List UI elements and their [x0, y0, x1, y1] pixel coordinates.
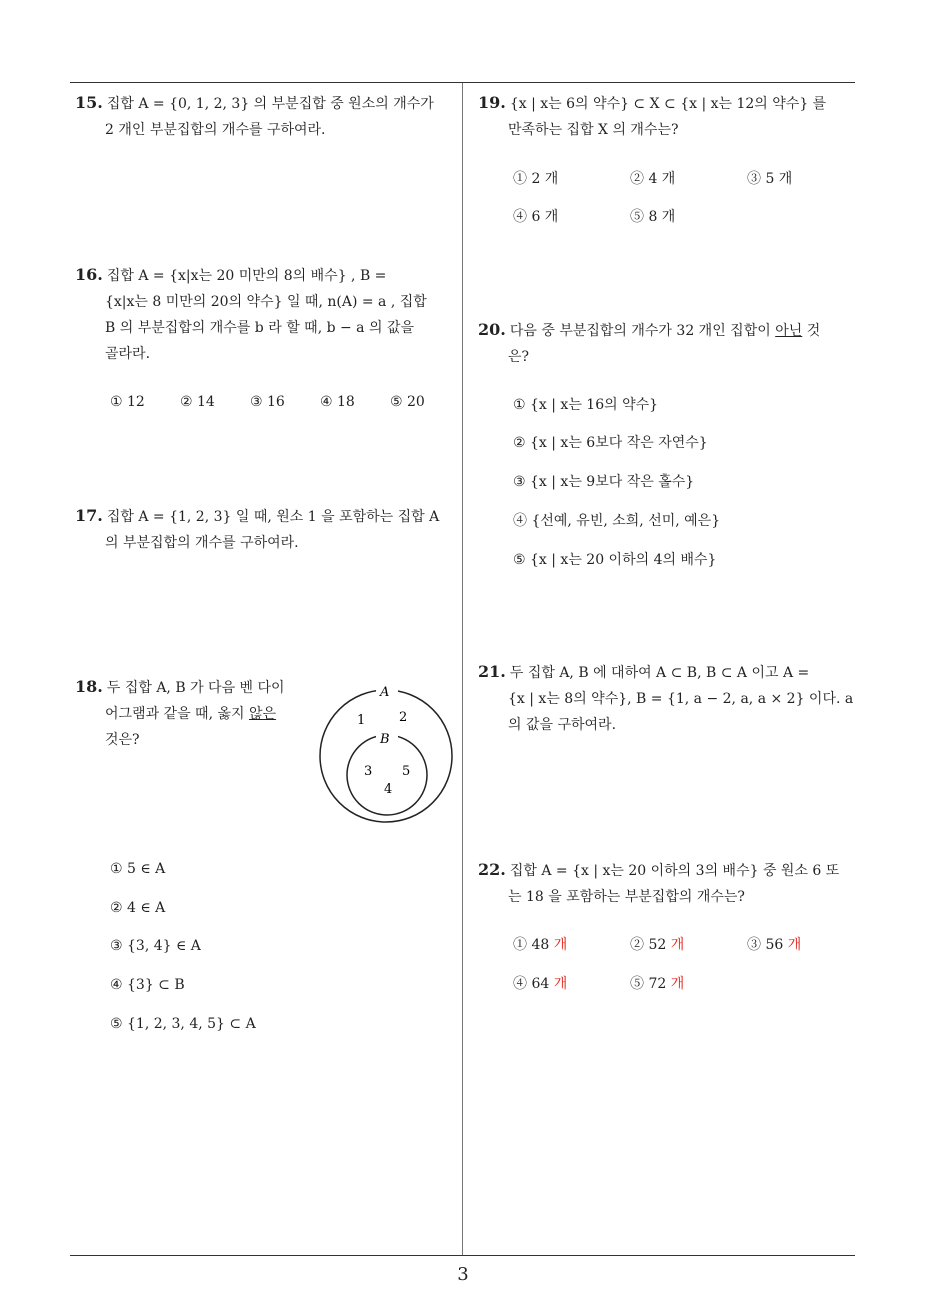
- question-text: B 의 부분집합의 개수를 b 라 할 때, b − a 의 값을: [105, 320, 415, 336]
- choice-1[interactable]: ① {x | x는 16의 약수}: [513, 397, 659, 413]
- unit-label: 개: [553, 937, 568, 953]
- question-text: 집합 A = {x|x는 20 미만의 8의 배수} , B =: [106, 268, 387, 284]
- venn-element: 5: [402, 764, 411, 779]
- choice-5[interactable]: ⑤ {1, 2, 3, 4, 5} ⊂ A: [110, 1016, 256, 1032]
- choice-5[interactable]: [630, 974, 684, 994]
- choice-value: ④ 64: [513, 976, 550, 992]
- choice-1[interactable]: [513, 935, 567, 955]
- question-text: 두 집합 A, B 에 대하여 A ⊂ B, B ⊂ A 이고 A =: [509, 665, 810, 681]
- question-18: [75, 674, 315, 753]
- choice-1[interactable]: ① 2 개: [513, 171, 559, 187]
- question-number: 16.: [75, 265, 103, 284]
- venn-element: 3: [364, 764, 373, 779]
- choice-4[interactable]: ④ {3} ⊂ B: [110, 977, 185, 993]
- question-22: [478, 857, 863, 910]
- question-number: 19.: [478, 93, 506, 112]
- question-text: 집합 A = {0, 1, 2, 3} 의 부분집합 중 원소의 개수가: [106, 96, 434, 112]
- choice-value: ③ 56: [747, 937, 784, 953]
- question-text: 두 집합 A, B 가 다음 벤 다이: [106, 680, 285, 696]
- choice-2[interactable]: ② 14: [180, 394, 215, 410]
- question-number: 20.: [478, 320, 506, 339]
- choice-4[interactable]: ④ {선예, 유빈, 소희, 선미, 예은}: [513, 513, 721, 529]
- question-number: 21.: [478, 662, 506, 681]
- bottom-rule: [70, 1255, 855, 1256]
- choice-2[interactable]: ② {x | x는 6보다 작은 자연수}: [513, 435, 708, 451]
- choices-22-row1: [513, 935, 853, 955]
- choice-value: ① 48: [513, 937, 550, 953]
- question-number: 22.: [478, 860, 506, 879]
- choice-3[interactable]: ③ 5 개: [747, 171, 793, 187]
- question-text: 만족하는 집합 X 의 개수는?: [508, 122, 679, 138]
- question-text: 집합 A = {x | x는 20 이하의 3의 배수} 중 원소 6 또: [509, 863, 840, 879]
- question-text: 의 부분집합의 개수를 구하여라.: [105, 535, 299, 551]
- page-number: 3: [457, 1264, 469, 1285]
- question-19: [478, 90, 863, 143]
- choice-value: ⑤ 72: [630, 976, 667, 992]
- question-text: 것은?: [105, 732, 140, 748]
- underlined-word: 않은: [248, 706, 277, 722]
- choices-22-row2: [513, 974, 853, 994]
- column-divider: [462, 83, 463, 1255]
- question-text: {x|x는 8 미만의 20의 약수} 일 때, n(A) = a , 집합: [105, 294, 427, 310]
- question-21: [478, 659, 863, 738]
- choice-2[interactable]: [630, 935, 684, 955]
- choices-16: [110, 392, 460, 412]
- question-text: {x | x는 6의 약수} ⊂ X ⊂ {x | x는 12의 약수} 를: [509, 96, 827, 112]
- question-number: 15.: [75, 93, 103, 112]
- question-text: 은?: [508, 349, 530, 365]
- set-b-label: B: [380, 732, 390, 747]
- question-text: 집합 A = {1, 2, 3} 일 때, 원소 1 을 포함하는 집합 A: [106, 509, 440, 525]
- choice-2[interactable]: ② 4 ∈ A: [110, 900, 166, 916]
- question-text: {x | x는 8의 약수}, B = {1, a − 2, a, a × 2} 이다. a: [508, 691, 854, 707]
- venn-element: 1: [357, 713, 366, 728]
- underlined-word: 아닌: [775, 323, 803, 339]
- question-text: 것: [806, 323, 821, 339]
- choice-3[interactable]: ③ {3, 4} ∈ A: [110, 938, 201, 954]
- question-number: 18.: [75, 677, 103, 696]
- choice-3[interactable]: ③ 16: [250, 394, 285, 410]
- question-17: [75, 503, 460, 556]
- choice-3[interactable]: [747, 935, 801, 955]
- question-text: 는 18 을 포함하는 부분집합의 개수는?: [508, 889, 745, 905]
- venn-diagram: [318, 680, 458, 825]
- question-20: [478, 317, 863, 370]
- choice-5[interactable]: ⑤ 20: [390, 394, 425, 410]
- choices-19-row2: [513, 207, 853, 227]
- choice-4[interactable]: ④ 6 개: [513, 209, 559, 225]
- question-text: 골라라.: [105, 346, 151, 362]
- choice-2[interactable]: ② 4 개: [630, 171, 676, 187]
- choice-5[interactable]: ⑤ {x | x는 20 이하의 4의 배수}: [513, 552, 717, 568]
- unit-label: 개: [670, 937, 685, 953]
- choice-1[interactable]: ① 5 ∈ A: [110, 861, 166, 877]
- choice-1[interactable]: ① 12: [110, 394, 145, 410]
- choice-4[interactable]: ④ 18: [320, 394, 355, 410]
- choice-value: ② 52: [630, 937, 667, 953]
- question-text: 다음 중 부분집합의 개수가 32 개인 집합이: [509, 323, 771, 339]
- question-number: 17.: [75, 506, 103, 525]
- venn-element: 4: [384, 782, 393, 797]
- choices-19-row1: [513, 169, 853, 189]
- venn-element: 2: [399, 710, 408, 725]
- choice-5[interactable]: ⑤ 8 개: [630, 209, 676, 225]
- unit-label: 개: [553, 976, 568, 992]
- choice-3[interactable]: ③ {x | x는 9보다 작은 홀수}: [513, 474, 695, 490]
- unit-label: 개: [787, 937, 802, 953]
- choice-4[interactable]: [513, 974, 567, 994]
- question-15: [75, 90, 460, 143]
- question-text: 어그램과 같을 때, 옳지: [105, 706, 245, 722]
- question-text: 의 값을 구하여라.: [508, 717, 617, 733]
- set-b-circle: [347, 735, 427, 815]
- unit-label: 개: [670, 976, 685, 992]
- set-a-label: A: [380, 685, 390, 700]
- question-text: 2 개인 부분집합의 개수를 구하여라.: [105, 122, 326, 138]
- question-16: [75, 262, 460, 367]
